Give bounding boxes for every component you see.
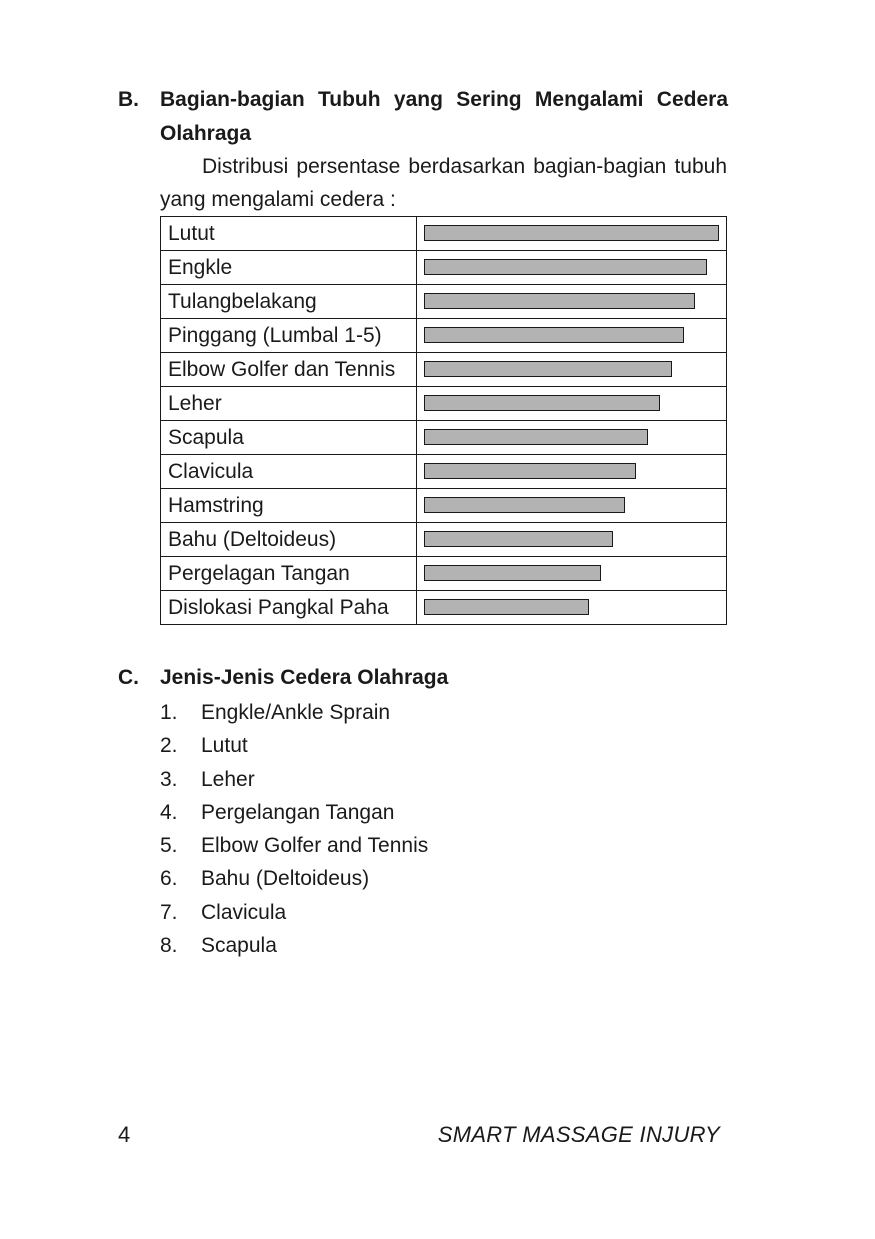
list-item-number: 1. (160, 701, 178, 724)
category-label: Clavicula (161, 455, 417, 489)
bar (424, 599, 589, 615)
table-row (161, 251, 727, 285)
category-label: Engkle (161, 251, 417, 285)
bar (424, 429, 648, 445)
list-item-number: 4. (160, 800, 178, 824)
category-label: Lutut (161, 217, 417, 251)
table-row (161, 489, 727, 523)
category-label: Pinggang (Lumbal 1-5) (161, 319, 417, 353)
category-label: Elbow Golfer dan Tennis (161, 353, 417, 387)
list-item-number: 2. (160, 734, 178, 758)
category-label: Scapula (161, 421, 417, 455)
category-label: Dislokasi Pangkal Paha (161, 591, 417, 625)
bar (424, 497, 625, 513)
table-row (161, 557, 727, 591)
section-b-intro (160, 150, 727, 216)
bar-cell (417, 557, 727, 591)
list-item (160, 729, 428, 762)
list-item (160, 763, 428, 796)
injury-types-list (160, 696, 428, 962)
bar (424, 463, 636, 479)
list-item-number: 6. (160, 867, 178, 891)
list-item (160, 862, 428, 895)
list-item-text: Lutut (201, 734, 248, 758)
table-row (161, 591, 727, 625)
bar (424, 395, 660, 411)
bar-cell (417, 319, 727, 353)
bar (424, 361, 672, 377)
bar-cell (417, 285, 727, 319)
bar-cell (417, 591, 727, 625)
category-label: Bahu (Deltoideus) (161, 523, 417, 557)
category-label: Leher (161, 387, 417, 421)
list-item-text: Elbow Golfer and Tennis (201, 834, 429, 858)
bar-cell (417, 387, 727, 421)
bar-cell (417, 217, 727, 251)
category-label: Pergelagan Tangan (161, 557, 417, 591)
bar (424, 327, 684, 343)
list-item-text: Bahu (Deltoideus) (201, 867, 370, 891)
book-title: SMART MASSAGE INJURY (437, 1122, 720, 1147)
bar (424, 531, 613, 547)
section-b-heading (118, 83, 728, 151)
bar (424, 259, 707, 275)
table-row (161, 285, 727, 319)
list-item-text: Pergelangan Tangan (201, 800, 395, 824)
table-row (161, 319, 727, 353)
injury-distribution-table (160, 216, 727, 625)
list-item (160, 696, 428, 729)
section-c-heading (118, 661, 728, 695)
bar-cell (417, 251, 727, 285)
table-row (161, 421, 727, 455)
list-item (160, 929, 428, 962)
table-row (161, 217, 727, 251)
bar (424, 293, 695, 309)
bar (424, 565, 601, 581)
section-c-title: Jenis-Jenis Cedera Olahraga (160, 666, 449, 689)
section-b-letter: B. (118, 88, 139, 111)
list-item-text: Scapula (201, 934, 277, 958)
section-c-letter: C. (118, 666, 139, 689)
bar-cell (417, 421, 727, 455)
bar-cell (417, 489, 727, 523)
list-item-text: Engkle/Ankle Sprain (201, 701, 391, 724)
table-row (161, 523, 727, 557)
page-number: 4 (118, 1122, 131, 1147)
section-b-title: Bagian-bagian Tubuh yang Sering Mengalami Cedera Olahraga (160, 88, 728, 145)
list-item (160, 896, 428, 929)
category-label: Tulangbelakang (161, 285, 417, 319)
list-item-number: 8. (160, 934, 178, 958)
list-item-number: 5. (160, 834, 178, 858)
table-row (161, 353, 727, 387)
list-item-number: 7. (160, 900, 178, 924)
list-item-text: Leher (201, 767, 255, 791)
table-row (161, 387, 727, 421)
list-item (160, 829, 428, 862)
list-item-text: Clavicula (201, 900, 287, 924)
bar-cell (417, 523, 727, 557)
table-row (161, 455, 727, 489)
bar-cell (417, 353, 727, 387)
bar (424, 225, 719, 241)
list-item-number: 3. (160, 767, 178, 791)
category-label: Hamstring (161, 489, 417, 523)
list-item (160, 796, 428, 829)
section-b-intro-text: Distribusi persentase berdasarkan bagian-bagian tubuh yang mengalami cedera : (160, 155, 727, 211)
bar-cell (417, 455, 727, 489)
